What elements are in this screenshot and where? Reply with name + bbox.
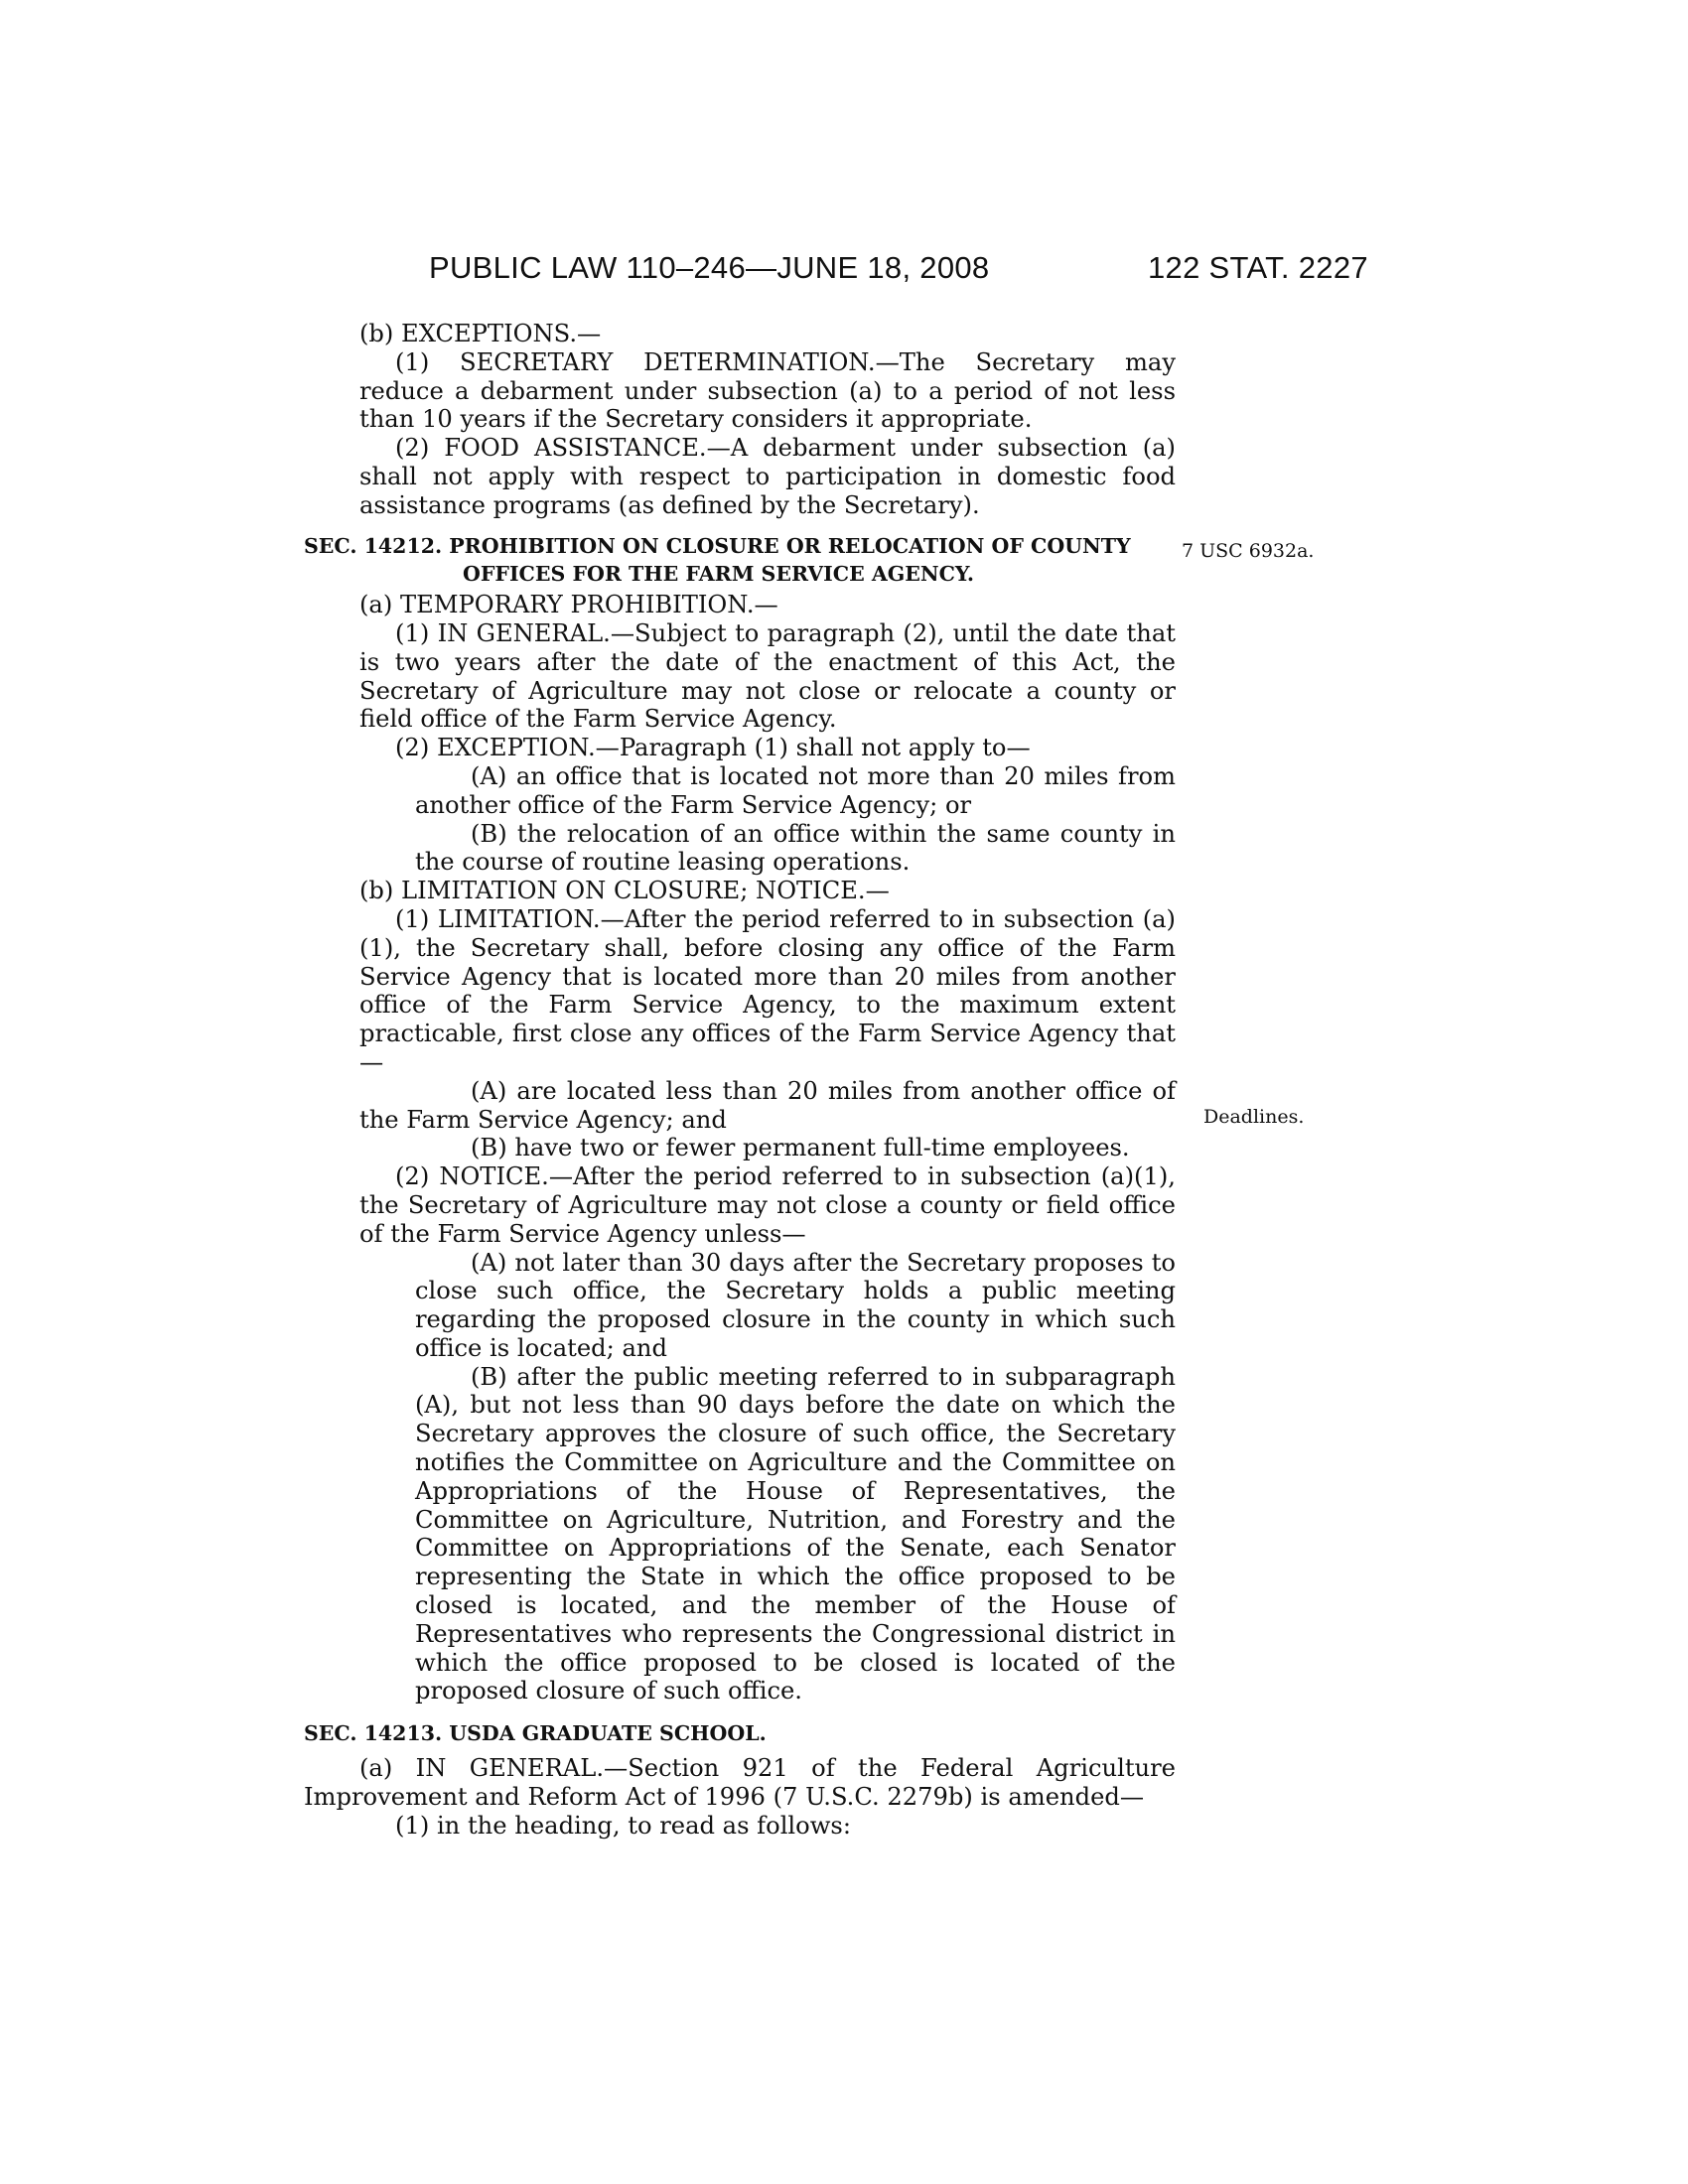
section-heading-14212: SEC. 14212. PROHIBITION ON CLOSURE OR RELOCATION OF COUNTY OFFICES FOR THE FARM SERVICE AGENCY. xyxy=(304,533,1131,587)
subparagraph: (A) an office that is located not more than 20 miles from another office of the Farm Service Agency; or xyxy=(415,761,1176,819)
paragraph: (1) in the heading, to read as follows: xyxy=(395,1811,851,1840)
subparagraph: (B) have two or fewer permanent full-time employees. xyxy=(471,1134,1130,1162)
paragraph: (1) IN GENERAL.—Subject to paragraph (2), until the date that is two years after the date of the enactment of this Act, the Secretary of Agriculture may not close or relocate a county or field office of the Farm Service Agency. xyxy=(359,618,1176,734)
paragraph: (1) LIMITATION.—After the period referred to in subsection (a)(1), the Secretary shall, before closing any office of the Farm Service Agency that is located more than 20 miles from another office of the Farm Service Agency, to the maximum extent practicable, first close any offices of the Farm Service Agency that— xyxy=(359,904,1176,1076)
paragraph: (a) IN GENERAL.—Section 921 of the Federal Agriculture Improvement and Reform Act of 1996 (7 U.S.C. 2279b) is amended— xyxy=(304,1754,1176,1811)
subparagraph: (B) the relocation of an office within the same county in the course of routine leasing operations. xyxy=(415,819,1176,877)
subparagraph: (A) not later than 30 days after the Secretary proposes to close such office, the Secretary holds a public meeting regarding the proposed closure in the county in which such office is located; and xyxy=(415,1248,1176,1362)
running-header-title: PUBLIC LAW 110–246—JUNE 18, 2008 xyxy=(429,250,990,285)
paragraph: (2) NOTICE.—After the period referred to in subsection (a)(1), the Secretary of Agriculture may not close a county or field office of the Farm Service Agency unless— xyxy=(359,1162,1176,1248)
paragraph: (2) FOOD ASSISTANCE.—A debarment under subsection (a) shall not apply with respect to participation in domestic food assistance programs (as defined by the Secretary). xyxy=(359,434,1176,519)
subparagraph: (A) are located less than 20 miles from another office of the Farm Service Agency; and xyxy=(359,1076,1176,1134)
subsection-heading: (b) EXCEPTIONS.— xyxy=(359,320,602,347)
subparagraph: (B) after the public meeting referred to in subparagraph (A), but not less than 90 days before the date on which the Secretary approves the closure of such office, the Secretary notifies the Committee on Agriculture and the Committee on Appropriations of the House of Representatives, the Committee on Agriculture, Nutrition, and Forestry and the Committee on Appropriations of the Senate, each Senator representing the State in which the office proposed to be closed is located, and the member of the House of Representatives who represents the Congressional district in which the office proposed to be closed is located of the proposed closure of such office. xyxy=(415,1362,1176,1706)
paragraph: (2) EXCEPTION.—Paragraph (1) shall not apply to— xyxy=(395,734,1031,762)
paragraph: (1) SECRETARY DETERMINATION.—The Secretary may reduce a debarment under subsection (a) to a period of not less than 10 years if the Secretary considers it appropriate. xyxy=(359,347,1176,434)
margin-note-usc-citation: 7 USC 6932a. xyxy=(1182,540,1315,562)
margin-note-deadlines: Deadlines. xyxy=(1203,1106,1305,1128)
subsection-heading: (a) TEMPORARY PROHIBITION.— xyxy=(359,591,778,619)
section-heading-14213: SEC. 14213. USDA GRADUATE SCHOOL. xyxy=(304,1721,767,1746)
document-body xyxy=(304,320,1176,1840)
running-header-page-number: 122 STAT. 2227 xyxy=(1148,250,1368,285)
subsection-heading: (b) LIMITATION ON CLOSURE; NOTICE.— xyxy=(359,877,890,905)
